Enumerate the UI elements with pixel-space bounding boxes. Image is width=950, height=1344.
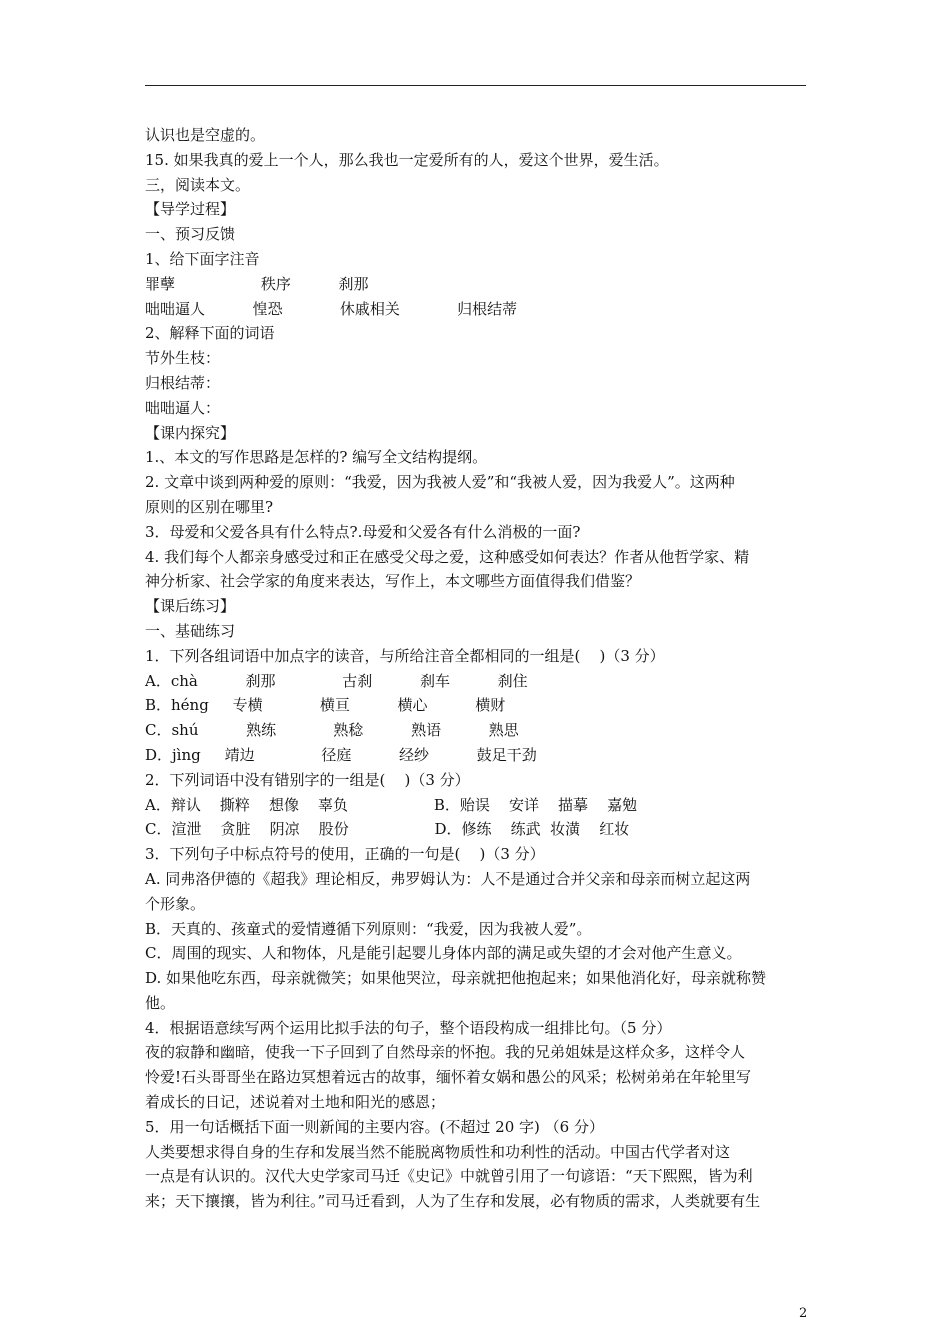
text-line: 2．下列词语中没有错别字的一组是( )（3 分）: [145, 770, 470, 789]
text-line: 罪孽 秩序 刹那: [145, 274, 369, 293]
text-line: 3．母爱和父爱各具有什么特点?.母爱和父爱各有什么消极的一面?: [145, 522, 581, 541]
text-line: 1、给下面字注音: [145, 249, 260, 268]
document-body: [145, 123, 810, 1214]
text-line: C．周围的现实、人和物体，凡是能引起婴儿身体内部的满足或失望的才会对他产生意义。: [145, 944, 742, 963]
text-line: 1．下列各组词语中加点字的读音，与所给注音全都相同的一组是( )（3 分）: [145, 646, 665, 665]
text-line: D. 如果他吃东西，母亲就微笑；如果他哭泣，母亲就把他抱起来；如果他消化好，母亲就称赞: [145, 969, 767, 988]
text-line: 【课后练习】: [145, 597, 236, 616]
text-line: 怜爱!石头哥哥坐在路边冥想着远古的故事，缅怀着女娲和愚公的风采；松树弟弟在年轮里写: [145, 1068, 752, 1087]
text-line: 认识也是空虚的。: [145, 126, 266, 144]
text-line: 夜的寂静和幽暗，使我一下子回到了自然母亲的怀抱。我的兄弟姐妹是这样众多，这样令人: [145, 1043, 746, 1062]
text-line: 人类要想求得自身的生存和发展当然不能脱离物质性和功利性的活动。中国古代学者对这: [145, 1142, 731, 1161]
text-line: 一、基础练习: [145, 621, 236, 640]
text-line: 着成长的日记，述说着对土地和阳光的感恩；: [145, 1093, 446, 1112]
text-line: 他。: [145, 993, 176, 1012]
text-line: 一点是有认识的。汉代大史学家司马迁《史记》中就曾引用了一句谚语：“天下熙熙，皆为利: [145, 1167, 753, 1186]
text-line: A．chà 刹那 古刹 刹车 刹住: [145, 671, 528, 690]
text-line: 2、解释下面的词语: [145, 324, 275, 343]
text-line: B．天真的、孩童式的爱情遵循下列原则：“我爱，因为我被人爱”。: [145, 919, 592, 938]
text-line: C．shú 熟练 熟稔 熟语 熟思: [145, 721, 519, 740]
text-line: B．héng 专横 横亘 横心 横财: [145, 696, 506, 715]
text-line: 神分析家、社会学家的角度来表达，写作上，本文哪些方面值得我们借鉴？: [145, 572, 641, 591]
text-line: 来；天下攘攘，皆为利往。”司马迁看到，人为了生存和发展，必有物质的需求，人类就要有生: [145, 1192, 761, 1211]
text-line: C．渲泄 贪脏 阴凉 股份 D．修练 练武 妆潢 红妆: [145, 820, 630, 839]
text-line: 咄咄逼人：: [145, 398, 221, 417]
text-line: 1.、本文的写作思路是怎样的? 编写全文结构提纲。: [145, 448, 488, 467]
text-line: A. 同弗洛伊德的《超我》理论相反，弗罗姆认为：人不是通过合并父亲和母亲而树立起这两: [145, 869, 751, 888]
page-number: 2: [799, 1306, 808, 1321]
text-line: 咄咄逼人 惶恐 休戚相关 归根结蒂: [145, 299, 518, 318]
text-line: 一、预习反馈: [145, 225, 236, 244]
text-line: 4．根据语意续写两个运用比拟手法的句子，整个语段构成一组排比句。（5 分）: [145, 1018, 672, 1037]
text-line: A．辩认 撕粹 想像 辜负 B．贻误 安详 描摹 嘉勉: [145, 795, 638, 814]
text-line: 【课内探究】: [145, 423, 236, 442]
text-line: 3．下列句子中标点符号的使用，正确的一句是( )（3 分）: [145, 845, 545, 864]
text-line: 节外生枝：: [145, 349, 221, 368]
text-line: 个形象。: [145, 894, 206, 913]
text-line: 原则的区别在哪里?: [145, 497, 274, 516]
text-line: 15. 如果我真的爱上一个人，那么我也一定爱所有的人，爱这个世界，爱生活。: [145, 150, 669, 169]
text-line: 2. 文章中谈到两种爱的原则：“我爱，因为我被人爱”和“我被人爱，因为我爱人”。这两种: [145, 473, 735, 492]
text-line: 5．用一句话概括下面一则新闻的主要内容。(不超过 20 字) （6 分）: [145, 1117, 604, 1136]
text-line: 归根结蒂：: [145, 373, 221, 392]
text-line: 【导学过程】: [145, 200, 236, 219]
header-rule: [145, 85, 806, 86]
text-line: 4. 我们每个人都亲身感受过和正在感受父母之爱，这种感受如何表达？作者从他哲学家、精: [145, 547, 750, 566]
text-line: 三，阅读本文。: [145, 175, 251, 194]
text-line: D．jìng 靖边 径庭 经纱 鼓足干劲: [145, 745, 537, 764]
